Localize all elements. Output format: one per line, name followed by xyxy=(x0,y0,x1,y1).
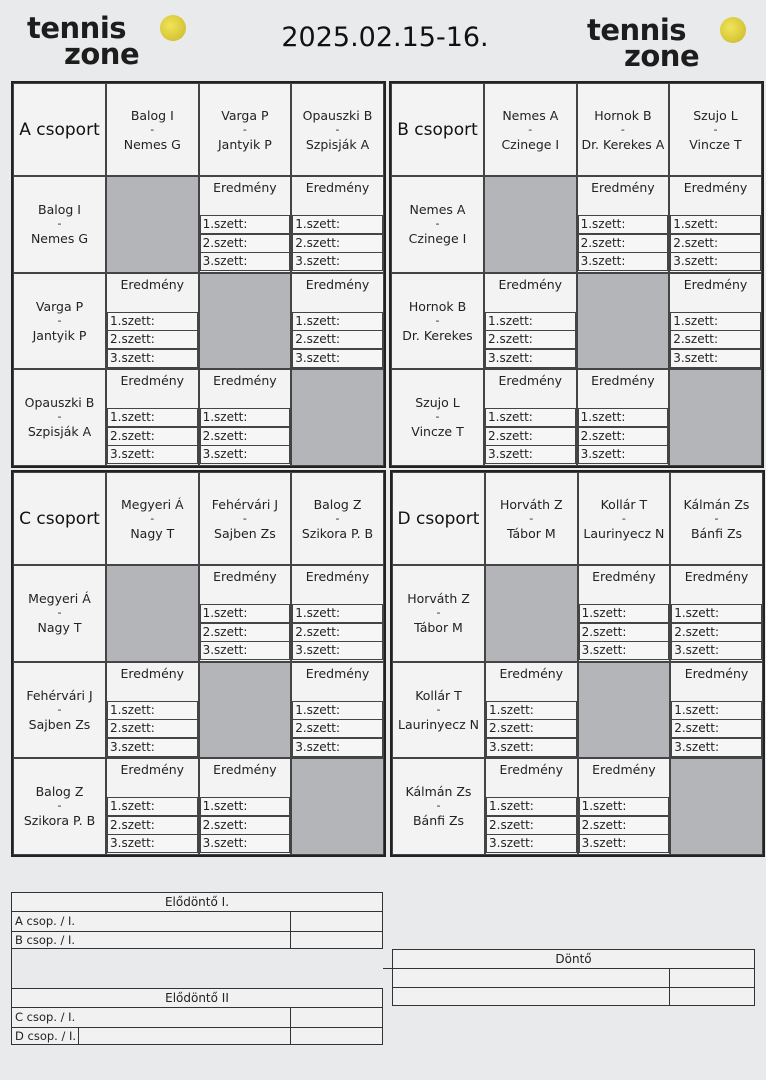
self-match-blocked-cell xyxy=(484,176,577,273)
column-team-header xyxy=(291,472,384,565)
set-score-field[interactable]: 2.szett: xyxy=(578,234,669,253)
result-label: Eredmény xyxy=(305,180,370,195)
pair-separator: - xyxy=(436,702,441,716)
player-2: Nagy T xyxy=(37,620,82,636)
result-label: Eredmény xyxy=(499,762,564,778)
final-row-divider xyxy=(393,987,754,988)
pair-separator: - xyxy=(57,217,62,231)
set-score-field[interactable]: 3.szett: xyxy=(671,641,762,660)
set-score-field[interactable]: 3.szett: xyxy=(107,738,198,757)
player-2: Sajben Zs xyxy=(214,525,276,541)
player-2: Tábor M xyxy=(414,620,463,636)
pair-separator: - xyxy=(57,702,62,716)
result-label: Eredmény xyxy=(498,373,563,389)
row-team-header xyxy=(391,273,484,370)
self-match-blocked-cell xyxy=(106,176,199,273)
set-score-field[interactable]: 1.szett: xyxy=(578,215,669,234)
match-result-cell[interactable] xyxy=(199,758,292,855)
match-result-cell[interactable] xyxy=(199,176,292,273)
player-2: Bánfi Zs xyxy=(412,813,465,829)
set-score-field[interactable]: 3.szett: xyxy=(579,834,670,853)
player-1: Horváth Z xyxy=(407,591,470,607)
set-score-field[interactable]: 3.szett: xyxy=(107,349,198,368)
player-1: Kálmán Zs xyxy=(683,496,750,512)
row-team-header xyxy=(392,758,485,855)
player-1: Opauszki B xyxy=(302,107,373,123)
set-score-field[interactable]: 3.szett: xyxy=(200,252,291,271)
row-team-header xyxy=(13,369,106,466)
set-score-field[interactable]: 3.szett: xyxy=(578,252,669,271)
logo-text-bottom: zone xyxy=(624,39,700,73)
row-team-header xyxy=(13,662,106,759)
player-2: Szpisják A xyxy=(305,136,370,152)
player-1: Balog I xyxy=(130,107,174,123)
result-label: Eredmény xyxy=(120,762,185,778)
set-score-field[interactable]: 1.szett: xyxy=(485,408,576,427)
result-label: Eredmény xyxy=(592,569,656,584)
final-title: Döntő xyxy=(555,952,592,966)
semifinal-2-row-d: D csop. / I. xyxy=(15,1029,77,1043)
set-score-field[interactable]: 3.szett: xyxy=(486,834,577,853)
match-result-cell[interactable] xyxy=(106,758,199,855)
semifinal-1-row-b: B csop. / I. xyxy=(15,933,76,947)
player-2: Jantyik P xyxy=(217,136,272,152)
row-team-header xyxy=(392,662,485,759)
set-score-field[interactable]: 1.szett: xyxy=(107,797,198,816)
semifinal-1-row-divider xyxy=(12,911,382,912)
set-score-field[interactable]: 1.szett: xyxy=(671,604,762,623)
bracket-connector xyxy=(11,949,12,988)
set-score-field[interactable]: 2.szett: xyxy=(292,234,383,253)
bracket-connector xyxy=(383,968,392,969)
set-score-field[interactable]: 2.szett: xyxy=(107,719,198,738)
player-1: Balog I xyxy=(38,202,81,218)
set-score-field[interactable]: 1.szett: xyxy=(486,797,577,816)
result-label: Eredmény xyxy=(683,276,748,292)
player-1: Szujo L xyxy=(693,107,738,123)
set-score-field[interactable]: 1.szett: xyxy=(292,701,383,720)
set-score-field[interactable]: 2.szett: xyxy=(107,427,198,446)
player-2: Vincze T xyxy=(689,136,742,152)
column-team-header xyxy=(291,83,384,176)
pair-separator: - xyxy=(335,511,340,525)
player-2: Laurinyecz N xyxy=(583,525,665,541)
result-label: Eredmény xyxy=(213,569,277,584)
set-score-field[interactable]: 2.szett: xyxy=(486,816,577,835)
match-result-cell[interactable] xyxy=(669,176,762,273)
match-result-cell[interactable] xyxy=(670,565,763,662)
pair-separator: - xyxy=(57,313,62,327)
group-table xyxy=(390,470,765,857)
player-2: Szikora P. B xyxy=(301,525,374,541)
tournament-date: 2025.02.15-16. xyxy=(281,22,489,53)
pair-separator: - xyxy=(436,799,441,813)
semifinal-2-player-divider xyxy=(78,1027,79,1045)
match-result-cell[interactable] xyxy=(291,176,384,273)
set-score-field[interactable]: 1.szett: xyxy=(200,215,291,234)
set-score-field[interactable]: 2.szett: xyxy=(671,719,762,738)
match-result-cell[interactable] xyxy=(484,369,577,466)
set-score-field[interactable]: 2.szett: xyxy=(579,816,670,835)
player-1: Hornok B xyxy=(594,107,652,123)
column-team-header xyxy=(106,472,199,565)
column-team-header xyxy=(578,472,671,565)
self-match-blocked-cell xyxy=(106,565,199,662)
self-match-blocked-cell xyxy=(291,369,384,466)
set-score-field[interactable]: 1.szett: xyxy=(578,408,669,427)
result-label: Eredmény xyxy=(499,665,564,681)
result-label: Eredmény xyxy=(305,276,370,292)
player-2: Laurinyecz N xyxy=(398,716,479,732)
set-score-field[interactable]: 1.szett: xyxy=(486,701,577,720)
self-match-blocked-cell xyxy=(578,662,671,759)
player-2: Szpisják A xyxy=(27,424,92,440)
result-label: Eredmény xyxy=(213,180,277,195)
match-result-cell[interactable] xyxy=(291,565,384,662)
semifinal-2-row-divider xyxy=(12,1027,382,1028)
set-score-field[interactable]: 3.szett: xyxy=(292,738,383,757)
result-label: Eredmény xyxy=(591,180,655,195)
match-result-cell[interactable] xyxy=(106,369,199,466)
set-score-field[interactable]: 2.szett: xyxy=(486,719,577,738)
set-score-field[interactable]: 1.szett: xyxy=(292,215,383,234)
player-2: Sajben Zs xyxy=(28,716,91,732)
pair-separator: - xyxy=(435,410,440,424)
set-score-field[interactable]: 1.szett: xyxy=(579,604,670,623)
match-result-cell[interactable] xyxy=(485,662,578,759)
final-box xyxy=(392,949,755,1006)
result-label: Eredmény xyxy=(213,373,277,389)
semifinal-1-row-divider xyxy=(12,931,382,932)
match-result-cell[interactable] xyxy=(670,662,763,759)
logo-text-bottom: zone xyxy=(64,37,140,71)
pair-separator: - xyxy=(242,511,247,525)
match-result-cell[interactable] xyxy=(484,273,577,370)
semifinal-2-title: Elődöntő II xyxy=(165,991,229,1005)
set-score-field[interactable]: 2.szett: xyxy=(107,330,198,349)
set-score-field[interactable]: 2.szett: xyxy=(670,330,761,349)
result-label: Eredmény xyxy=(592,762,656,778)
set-score-field[interactable]: 3.szett: xyxy=(578,445,669,464)
row-team-header xyxy=(13,758,106,855)
logo-text-top: tennis xyxy=(587,13,687,47)
semifinal-2-box xyxy=(11,988,383,1045)
set-score-field[interactable]: 2.szett: xyxy=(578,427,669,446)
result-label: Eredmény xyxy=(591,373,655,389)
player-1: Opauszki B xyxy=(24,395,95,411)
pair-separator: - xyxy=(57,606,62,620)
set-score-field[interactable]: 3.szett: xyxy=(671,738,762,757)
set-score-field[interactable]: 2.szett: xyxy=(670,234,761,253)
self-match-blocked-cell xyxy=(669,369,762,466)
semifinal-1-row-a: A csop. / I. xyxy=(15,914,76,928)
player-1: Kollár T xyxy=(600,496,648,512)
group-name: A csoport xyxy=(13,83,106,176)
set-score-field[interactable]: 2.szett: xyxy=(107,816,198,835)
result-label: Eredmény xyxy=(305,665,370,681)
row-team-header xyxy=(392,565,485,662)
set-score-field[interactable]: 1.szett: xyxy=(200,797,291,816)
set-score-field[interactable]: 2.szett: xyxy=(200,623,291,642)
player-1: Balog Z xyxy=(35,784,84,800)
set-score-field[interactable]: 1.szett: xyxy=(292,604,383,623)
column-team-header xyxy=(484,83,577,176)
group-table xyxy=(11,81,386,468)
set-score-field[interactable]: 1.szett: xyxy=(670,312,761,331)
row-team-header xyxy=(391,369,484,466)
set-score-field[interactable]: 1.szett: xyxy=(292,312,383,331)
result-label: Eredmény xyxy=(498,276,563,292)
column-team-header xyxy=(669,83,762,176)
player-1: Kollár T xyxy=(415,687,462,703)
result-label: Eredmény xyxy=(213,762,277,778)
semifinal-2-score-divider xyxy=(290,1007,291,1045)
pair-separator: - xyxy=(242,122,247,136)
set-score-field[interactable]: 1.szett: xyxy=(107,408,198,427)
row-team-header xyxy=(13,176,106,273)
player-2: Jantyik P xyxy=(32,327,87,343)
set-score-field[interactable]: 3.szett: xyxy=(485,349,576,368)
result-label: Eredmény xyxy=(684,665,749,681)
result-label: Eredmény xyxy=(683,180,748,195)
player-2: Dr. Kerekes A xyxy=(581,136,665,152)
player-1: Horváth Z xyxy=(499,496,563,512)
pair-separator: - xyxy=(436,606,441,620)
player-1: Balog Z xyxy=(313,496,362,512)
tenniszone-logo-left xyxy=(27,11,202,74)
player-2: Nemes G xyxy=(30,231,89,247)
match-result-cell[interactable] xyxy=(578,565,671,662)
match-result-cell[interactable] xyxy=(669,273,762,370)
pair-separator: - xyxy=(57,799,62,813)
result-label: Eredmény xyxy=(120,665,185,681)
group-name: D csoport xyxy=(392,472,485,565)
match-result-cell[interactable] xyxy=(577,176,670,273)
player-1: Megyeri Á xyxy=(28,591,91,607)
player-1: Varga P xyxy=(35,298,84,314)
set-score-field[interactable]: 2.szett: xyxy=(200,427,291,446)
set-score-field[interactable]: 3.szett: xyxy=(107,445,198,464)
player-1: Kálmán Zs xyxy=(405,784,472,800)
match-result-cell[interactable] xyxy=(291,273,384,370)
result-label: Eredmény xyxy=(684,569,749,584)
match-result-cell[interactable] xyxy=(291,662,384,759)
self-match-blocked-cell xyxy=(291,758,384,855)
player-2: Tábor M xyxy=(506,525,556,541)
pair-separator: - xyxy=(714,511,719,525)
player-2: Nagy T xyxy=(130,525,175,541)
set-score-field[interactable]: 1.szett: xyxy=(107,701,198,720)
set-score-field[interactable]: 3.szett: xyxy=(292,252,383,271)
set-score-field[interactable]: 2.szett: xyxy=(292,719,383,738)
self-match-blocked-cell xyxy=(485,565,578,662)
self-match-blocked-cell xyxy=(670,758,763,855)
player-1: Hornok B xyxy=(408,298,467,314)
match-result-cell[interactable] xyxy=(577,369,670,466)
set-score-field[interactable]: 3.szett: xyxy=(200,445,291,464)
player-1: Varga P xyxy=(221,107,269,123)
tennis-ball-icon xyxy=(160,15,186,41)
player-2: Czinege I xyxy=(501,136,560,152)
set-score-field[interactable]: 2.szett: xyxy=(579,623,670,642)
set-score-field[interactable]: 1.szett: xyxy=(200,604,291,623)
set-score-field[interactable]: 3.szett: xyxy=(292,349,383,368)
self-match-blocked-cell xyxy=(577,273,670,370)
set-score-field[interactable]: 3.szett: xyxy=(200,834,291,853)
player-2: Nemes G xyxy=(123,136,181,152)
player-2: Bánfi Zs xyxy=(690,525,743,541)
result-label: Eredmény xyxy=(305,569,370,584)
match-result-cell[interactable] xyxy=(485,758,578,855)
tennis-ball-icon xyxy=(720,17,746,43)
set-score-field[interactable]: 1.szett: xyxy=(200,408,291,427)
set-score-field[interactable]: 3.szett: xyxy=(579,641,670,660)
set-score-field[interactable]: 2.szett: xyxy=(200,816,291,835)
player-2: Dr. Kerekes xyxy=(402,327,473,343)
player-2: Szikora P. B xyxy=(23,813,96,829)
match-result-cell[interactable] xyxy=(106,662,199,759)
group-name: B csoport xyxy=(391,83,484,176)
pair-separator: - xyxy=(620,122,625,136)
semifinal-2-row-c: C csop. / I. xyxy=(15,1010,76,1024)
column-team-header xyxy=(106,83,199,176)
set-score-field[interactable]: 3.szett: xyxy=(486,738,577,757)
semifinal-1-title: Elődöntő I. xyxy=(164,895,230,909)
group-name: C csoport xyxy=(13,472,106,565)
match-result-cell[interactable] xyxy=(578,758,671,855)
result-label: Eredmény xyxy=(120,373,185,389)
match-result-cell[interactable] xyxy=(199,565,292,662)
pair-separator: - xyxy=(528,122,533,136)
set-score-field[interactable]: 2.szett: xyxy=(485,427,576,446)
set-score-field[interactable]: 1.szett: xyxy=(670,215,761,234)
final-row-divider xyxy=(393,968,754,969)
logo-text-top: tennis xyxy=(27,11,127,45)
set-score-field[interactable]: 2.szett: xyxy=(485,330,576,349)
player-2: Vincze T xyxy=(411,424,464,440)
pair-separator: - xyxy=(150,122,155,136)
pair-separator: - xyxy=(150,511,155,525)
set-score-field[interactable]: 2.szett: xyxy=(200,234,291,253)
column-team-header xyxy=(485,472,578,565)
row-team-header xyxy=(13,565,106,662)
set-score-field[interactable]: 3.szett: xyxy=(485,445,576,464)
pair-separator: - xyxy=(335,122,340,136)
self-match-blocked-cell xyxy=(199,662,292,759)
set-score-field[interactable]: 2.szett: xyxy=(292,330,383,349)
set-score-field[interactable]: 3.szett: xyxy=(200,641,291,660)
column-team-header xyxy=(199,83,292,176)
player-1: Fehérvári J xyxy=(26,687,93,703)
set-score-field[interactable]: 3.szett: xyxy=(670,252,761,271)
group-table xyxy=(11,470,386,857)
pair-separator: - xyxy=(621,511,626,525)
player-1: Fehérvári J xyxy=(211,496,279,512)
set-score-field[interactable]: 3.szett: xyxy=(107,834,198,853)
final-score-divider xyxy=(669,968,670,1006)
set-score-field[interactable]: 1.szett: xyxy=(485,312,576,331)
pair-separator: - xyxy=(435,313,440,327)
player-1: Nemes A xyxy=(502,107,559,123)
set-score-field[interactable]: 1.szett: xyxy=(107,312,198,331)
set-score-field[interactable]: 3.szett: xyxy=(670,349,761,368)
group-table xyxy=(389,81,764,468)
player-2: Czinege I xyxy=(408,231,467,247)
player-1: Megyeri Á xyxy=(120,496,184,512)
pair-separator: - xyxy=(57,410,62,424)
result-label: Eredmény xyxy=(120,276,185,292)
self-match-blocked-cell xyxy=(199,273,292,370)
row-team-header xyxy=(391,176,484,273)
set-score-field[interactable]: 1.szett: xyxy=(579,797,670,816)
set-score-field[interactable]: 3.szett: xyxy=(292,641,383,660)
pair-separator: - xyxy=(713,122,718,136)
pair-separator: - xyxy=(435,217,440,231)
column-team-header xyxy=(670,472,763,565)
player-1: Szujo L xyxy=(415,395,460,411)
row-team-header xyxy=(13,273,106,370)
column-team-header xyxy=(577,83,670,176)
semifinal-1-score-divider xyxy=(290,911,291,949)
set-score-field[interactable]: 1.szett: xyxy=(671,701,762,720)
pair-separator: - xyxy=(529,511,534,525)
match-result-cell[interactable] xyxy=(199,369,292,466)
player-1: Nemes A xyxy=(409,202,466,218)
match-result-cell[interactable] xyxy=(106,273,199,370)
column-team-header xyxy=(199,472,292,565)
set-score-field[interactable]: 2.szett: xyxy=(292,623,383,642)
tenniszone-logo-right xyxy=(587,13,762,76)
set-score-field[interactable]: 2.szett: xyxy=(671,623,762,642)
semifinal-2-row-divider xyxy=(12,1007,382,1008)
semifinal-1-box xyxy=(11,892,383,949)
